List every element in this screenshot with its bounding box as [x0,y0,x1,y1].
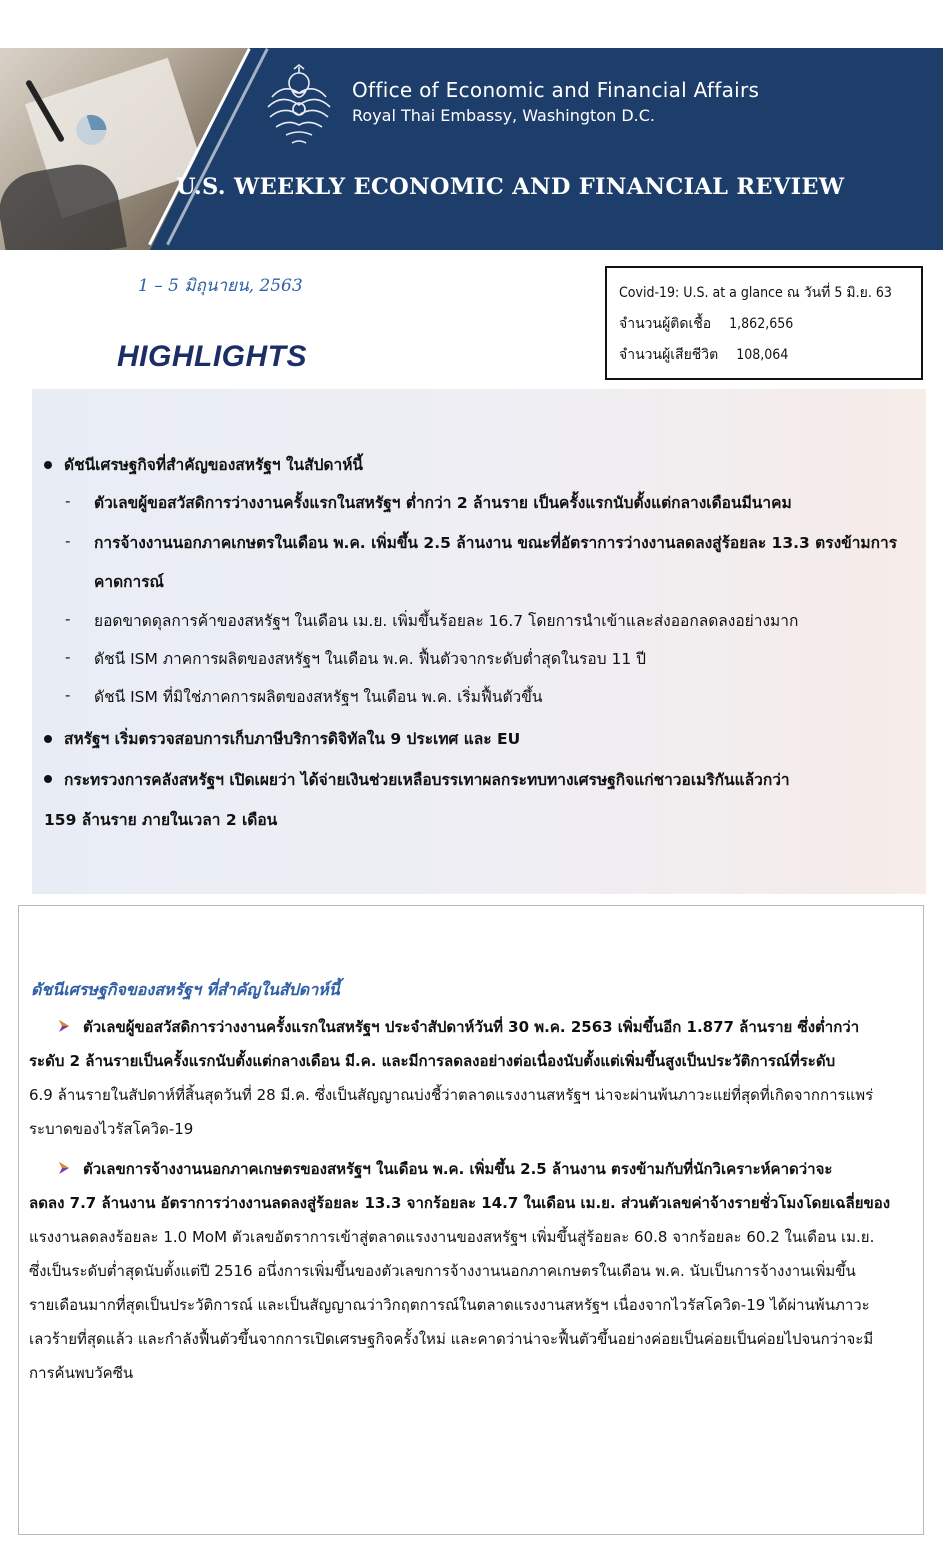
covid-infected-row [619,309,909,340]
highlight-item-1: ดัชนีเศรษฐกิจที่สำคัญของสหรัฐฯ ในสัปดาห์นี้ [64,456,364,474]
garuda-emblem-icon [262,63,336,147]
arrow-bullet-icon [57,1019,71,1033]
paragraph-line: เลวร้ายที่สุดแล้ว และกำลังฟื้นตัวขึ้นจากการเปิดเศรษฐกิจครั้งใหม่ และคาดว่าน่าจะฟื้นตัวขึ้นอย่างค่อยเป็นค่อยเป็นค่อยไปจนกว่าจะมี [29,1330,874,1348]
covid-deaths-row [619,340,909,371]
paragraph-line: แรงงานลดลงร้อยละ 1.0 MoM ตัวเลขอัตราการเข้าสู่ตลาดแรงงานของสหรัฐฯ เพิ่มขึ้นสู่ร้อยละ 60.8 จากร้อยละ 60.2 ในเดือน เม.ย. [29,1228,875,1246]
paragraph-nonfarm-payrolls [29,1152,919,1390]
infected-label: จำนวนผู้ติดเชื้อ [619,316,712,332]
highlight-subitem-1: ตัวเลขผู้ขอสวัสดิการว่างงานครั้งแรกในสหรัฐฯ ต่ำกว่า 2 ล้านราย เป็นครั้งแรกนับตั้งแต่กลางเดือนมีนาคม [94,494,792,512]
highlight-item-3-cont: 159 ล้านราย ภายในเวลา 2 เดือน [44,811,278,829]
covid-summary-box [605,266,923,380]
paragraph-jobless-claims [29,1010,919,1146]
highlight-subitem-5: ดัชนี ISM ที่มิใช่ภาคการผลิตของสหรัฐฯ ในเดือน พ.ค. เริ่มฟื้นตัวขึ้น [94,688,543,706]
covid-title: Covid-19: U.S. at a glance ณ วันที่ 5 มิ.ย. 63 [619,285,892,301]
header-banner [0,48,943,250]
dash-icon: - [65,492,71,510]
highlight-item-2: สหรัฐฯ เริ่มตรวจสอบการเก็บภาษีบริการดิจิทัลใน 9 ประเทศ และ EU [64,730,521,748]
highlight-subitem-2: การจ้างงานนอกภาคเกษตรในเดือน พ.ค. เพิ่มขึ้น 2.5 ล้านงาน ขณะที่อัตราการว่างงานลดลงสู่ร้อยละ 13.3 ตรงข้ามการ [94,534,898,552]
arrow-bullet-icon [57,1161,71,1175]
article-box [18,905,924,1535]
deaths-value: 108,064 [736,347,789,363]
bullet-icon [44,461,52,469]
paragraph-line: การค้นพบวัคซีน [29,1364,134,1382]
paragraph-line: รายเดือนมากที่สุดเป็นประวัติการณ์ และเป็นสัญญาณว่าวิกฤตการณ์ในตลาดแรงงานสหรัฐฯ เนื่องจากไวรัสโควิด-19 ได้ผ่านพ้นภาวะ [29,1296,870,1314]
dash-icon: - [65,648,71,666]
highlight-subitem-3: ยอดขาดดุลการค้าของสหรัฐฯ ในเดือน เม.ย. เพิ่มขึ้นร้อยละ 16.7 โดยการนำเข้าและส่งออกลดลงอย่างมาก [94,612,799,630]
deaths-label: จำนวนผู้เสียชีวิต [619,347,719,363]
dash-icon: - [65,532,71,550]
bullet-icon [44,735,52,743]
paragraph-line: ลดลง 7.7 ล้านงาน อัตราการว่างงานลดลงสู่ร้อยละ 13.3 จากร้อยละ 14.7 ในเดือน เม.ย. ส่วนตัวเลขค่าจ้างรายชั่วโมงโดยเฉลี่ยของ [29,1194,891,1212]
dash-icon: - [65,686,71,704]
paragraph-line: 6.9 ล้านรายในสัปดาห์ที่สิ้นสุดวันที่ 28 มี.ค. ซึ่งเป็นสัญญาณบ่งชี้ว่าตลาดแรงงานสหรัฐฯ น่าจะผ่านพ้นภาวะแย่ที่สุดที่เกิดจากการแพร่ [29,1086,874,1104]
highlight-subitem-4: ดัชนี ISM ภาคการผลิตของสหรัฐฯ ในเดือน พ.ค. ฟื้นตัวจากระดับต่ำสุดในรอบ 11 ปี [94,650,646,668]
highlight-item-3: กระทรวงการคลังสหรัฐฯ เปิดเผยว่า ได้จ่ายเงินช่วยเหลือบรรเทาผลกระทบทางเศรษฐกิจแก่ชาวอเมริกันแล้วกว่า [64,771,790,789]
article-heading: ดัชนีเศรษฐกิจของสหรัฐฯ ที่สำคัญในสัปดาห์นี้ [31,980,340,999]
office-title: Office of Economic and Financial Affairs [352,78,760,102]
infected-value: 1,862,656 [729,316,794,332]
review-title: U.S. WEEKLY ECONOMIC AND FINANCIAL REVIEW [176,174,845,200]
highlight-subitem-2-cont: คาดการณ์ [94,573,164,591]
dash-icon: - [65,610,71,628]
highlights-title: HIGHLIGHTS [117,340,307,373]
paragraph-line: ตัวเลขการจ้างงานนอกภาคเกษตรของสหรัฐฯ ในเดือน พ.ค. เพิ่มขึ้น 2.5 ล้านงาน ตรงข้ามกับที่นักวิเคราะห์คาดว่าจะ [29,1152,919,1186]
business-photo [0,48,280,250]
paragraph-line: ระดับ 2 ล้านรายเป็นครั้งแรกนับตั้งแต่กลางเดือน มี.ค. และมีการลดลงอย่างต่อเนื่องนับตั้งแต่เพิ่มขึ้นสูงเป็นประวัติการณ์ที่ระดับ [29,1052,836,1070]
paragraph-line: ซึ่งเป็นระดับต่ำสุดนับตั้งแต่ปี 2516 อนึ่งการเพิ่มขึ้นของตัวเลขการจ้างงานนอกภาคเกษตรในเดือน พ.ค. นับเป็นการจ้างงานเพิ่มขึ้น [29,1262,856,1280]
highlights-panel [32,389,926,894]
bullet-icon [44,775,52,783]
office-subtitle: Royal Thai Embassy, Washington D.C. [352,106,655,125]
report-date: 1 – 5 มิถุนายน, 2563 [138,276,303,296]
paragraph-line: ตัวเลขผู้ขอสวัสดิการว่างงานครั้งแรกในสหรัฐฯ ประจำสัปดาห์วันที่ 30 พ.ค. 2563 เพิ่มขึ้นอีก 1.877 ล้านราย ซึ่งต่ำกว่า [29,1010,919,1044]
paragraph-line: ระบาดของไวรัสโควิด-19 [29,1120,194,1138]
